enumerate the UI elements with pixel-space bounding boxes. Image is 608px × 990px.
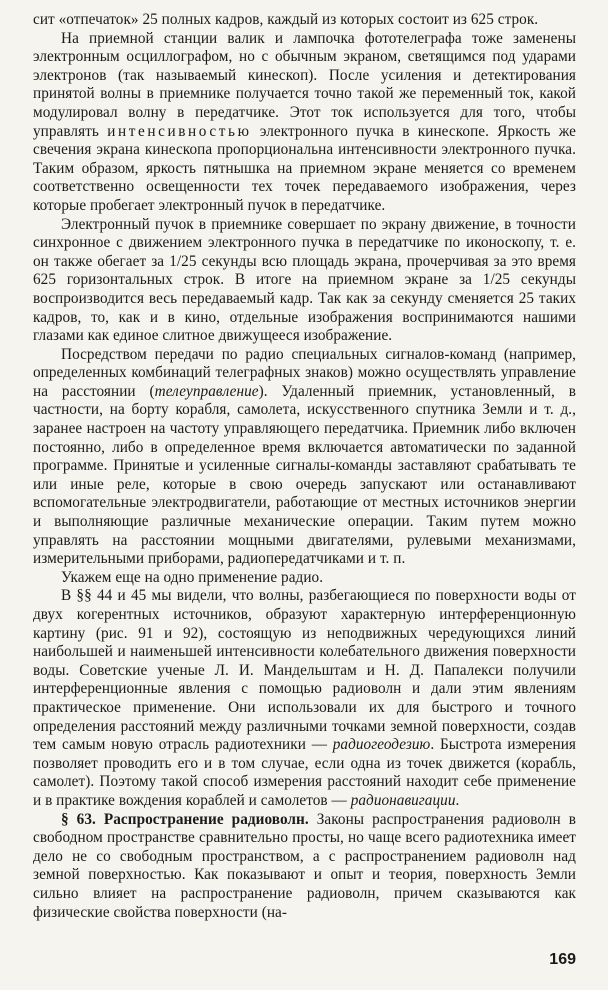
- paragraph-remote-control-text-b: ). Удаленный приемник, установленный, в частности, на борту корабля, самолета, искусственного спутника Земли и т. д., заранее настроен на частоту управляющего передатчика. Приемник либо включен постоянно, либо в определенное время включается автоматически по заданной программе. Принятые и усиленные сигналы-команды заставляют срабатывать те или иные реле, которые в свою очередь запускают или останавливают вспомогательные электродвигатели, работающие от местных источников энергии и выполняющие различные механические операции. Таким путем можно управлять на расстоянии мощными двигателями, рулевыми механизмами, измерительными приборами, радиопередатчиками и т. п.: [33, 382, 576, 568]
- section-text: Законы распространения радиоволн в свободном пространстве сравнительно просты, но чаще всего радиотехника имеет дело не со свободным пространством, а с распространением радиоволн над земной поверхностью. Как показывают и опыт и теория, поверхность Земли сильно влияет на распространение радиоволн, причем сказываются как физические свойства поверхности (на-: [33, 810, 576, 921]
- term-radiogeodesy: радиогеодезию: [332, 736, 431, 754]
- paragraph-another-application: Укажем еще на одно применение радио.: [61, 568, 324, 586]
- paragraph-radiogeodesy: [33, 587, 576, 810]
- paragraph-receiving-station-text-a: На приемной станции валик и лампочка фототелеграфа тоже заменены электронным осциллографом, но с обычным экраном, светящимся под ударами электронов (так называемый кинескоп). После усиления и детектирования принятой волны в приемнике получается точно такой же переменный ток, какой модулировал волну в передатчике. Этот ток используется для того, чтобы управлять: [33, 29, 576, 140]
- paragraph-radiogeodesy-text-c: .: [455, 791, 460, 809]
- paragraph-radiogeodesy-text-b: . Быстрота измерения позволяет проводить его и в том случае, если одна из точек движется (корабль, самолет). Поэтому такой способ измерения расстояний находит себе применение и в практике вождения кораблей и самолетов —: [33, 736, 576, 809]
- section-heading: § 63. Распространение радиоволн.: [61, 810, 309, 828]
- term-radionavigation: радионавигации: [350, 791, 456, 809]
- paragraph-remote-control: [33, 346, 576, 569]
- paragraph-receiving-station: [33, 30, 576, 216]
- spaced-emphasis-intensity: интенсивностью: [107, 122, 252, 140]
- paragraph-radiogeodesy-text-a: В §§ 44 и 45 мы видели, что волны, разбегающиеся по поверхности воды от двух когерентных источников, образуют характерную интерференционную картину (рис. 91 и 92), состоящую из неподвижных чередующихся линий наибольшей и наименьшей интенсивности колебательного движения поверхности воды. Советские ученые Л. И. Мандельштам и Н. Д. Папалекси получили интерференционные явления с помощью радиоволн и дали этим явлениям практическое применение. Они использовали их для быстрого и точного определения расстояний между различными точками земной поверхности, создав тем самым новую отрасль радиотехники —: [33, 587, 576, 754]
- section-63-paragraph: [33, 811, 576, 923]
- paragraph-electron-beam: Электронный пучок в приемнике совершает по экрану движение, в точности синхронное с движением электронного пучка в передатчике по иконоскопу, т. е. он также обегает за 1/25 секунды всю площадь экрана, прочерчивая за это время 625 горизонтальных строк. В итоге на приемном экране за 1/25 секунды воспроизводится весь передаваемый кадр. Так как за секунду сменяется 25 таких кадров, то, как и в кино, отдельные изображения воспринимаются нашими глазами как единое слитное движущееся изображение.: [33, 215, 576, 345]
- term-remote-control: телеуправление: [154, 382, 259, 400]
- paragraph-receiving-station-text-b: электронного пучка в кинескопе. Яркость же свечения экрана кинескопа пропорциональна интенсивности электронного пучка. Таким образом, яркость пятнышка на приемном экране меняется со временем соответственно освещенности тех точек передаваемого изображения, через которые пробегает электронный пучок в передатчике.: [33, 122, 576, 214]
- book-page: [33, 11, 576, 981]
- paragraph-continuation: сит «отпечаток» 25 полных кадров, каждый из которых состоит из 625 строк.: [33, 11, 539, 28]
- page-number: 169: [549, 951, 576, 968]
- paragraph-remote-control-text-a: Посредством передачи по радио специальных сигналов-команд (например, определенных комбинаций телеграфных знаков) можно осуществлять управление на расстоянии (: [33, 345, 576, 400]
